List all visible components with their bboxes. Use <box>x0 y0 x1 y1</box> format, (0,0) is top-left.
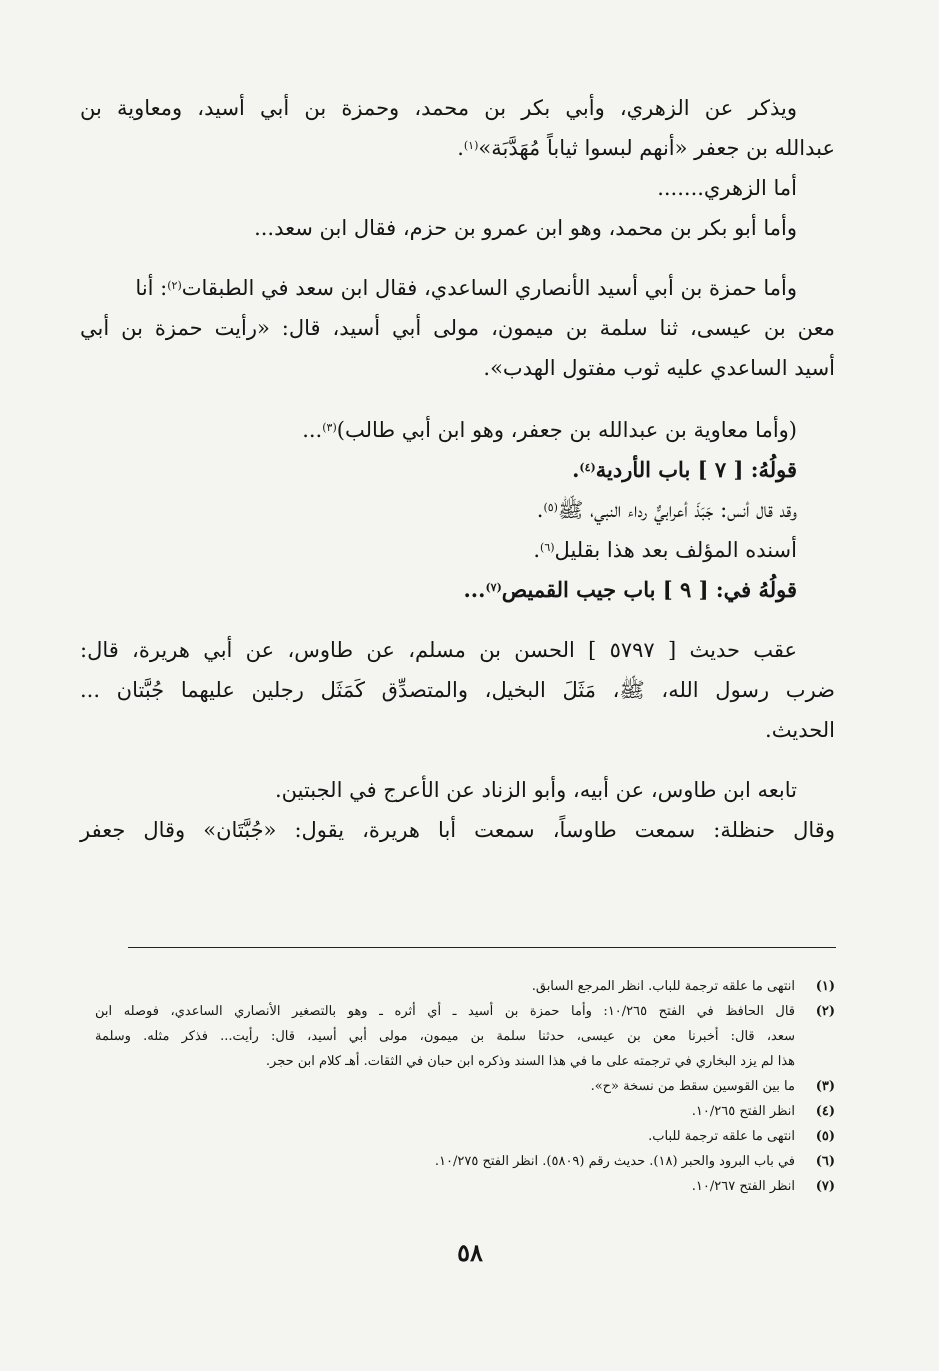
line-text: قولُهُ في: [ ٩ ] باب جيب القميص <box>501 577 797 602</box>
footnote-text: في باب البرود والحبر (١٨). حديث رقم (٥٨٠٩). انظر الفتح ١٠/٢٧٥. <box>434 1154 795 1169</box>
line-text: ... <box>463 577 486 602</box>
paragraph-line: عبدالله بن جعفر «أنهم لبسوا ثياباً مُهَدَّبَة»$^{(١)}$. <box>457 136 835 160</box>
footnote-ref: (١) <box>463 139 479 152</box>
paragraph-line: أما الزهري....... <box>657 176 797 200</box>
footnote-number: (٣) <box>815 1079 835 1094</box>
paragraph-line: أسيد الساعدي عليه ثوب مفتول الهدب». <box>483 356 835 380</box>
footnote-line: سعد، قال: أخبرنا معن بن عيسى، حدثنا سلمة بن ميمون، مولى أبي أسيد، قال: رأيت... فذكر مثله. وسلمة <box>95 1029 795 1044</box>
footnote-line: هذا لم يزد البخاري في ترجمته على ما في هذا السند وذكره ابن حبان في الثقات. أهـ كلام ابن حجر. <box>265 1054 795 1069</box>
footnote-number: (٢) <box>815 1004 835 1019</box>
footnote-ref: (٧) <box>485 581 502 594</box>
paragraph-line: أسنده المؤلف بعد هذا بقليل$^{(٦)}$. <box>533 538 797 562</box>
footnote-number: (١) <box>815 979 835 994</box>
footnote-text <box>95 999 795 1074</box>
footnote-item <box>95 1124 835 1149</box>
footnote-line: قال الحافظ في الفتح ١٠/٢٦٥: وأما حمزة بن أسيد ـ أي أثره ـ وهو بالتصغير الأنصاري الساعدي، فوصله ابن <box>95 1004 795 1019</box>
line-text: أسنده المؤلف بعد هذا بقليل <box>554 538 797 562</box>
footnote-item <box>95 999 835 1074</box>
line-text: ... <box>302 418 323 442</box>
chapter-heading: قولُهُ: [ ٧ ] باب الأردية$^{(٤)}$. <box>572 457 797 482</box>
footnote-text: انتهى ما علقه ترجمة للباب. انظر المرجع السابق. <box>531 979 795 994</box>
footnote-number: (٥) <box>815 1129 835 1144</box>
chapter-heading <box>80 570 835 610</box>
paragraph-line: ويذكر عن الزهري، وأبي بكر بن محمد، وحمزة بن أبي أسيد، ومعاوية بن <box>80 96 797 120</box>
line-text: (وأما معاوية بن عبدالله بن جعفر، وهو ابن أبي طالب) <box>336 418 797 442</box>
footnote-item <box>95 1099 835 1124</box>
footnote-ref: (٥) <box>543 501 558 514</box>
line-text: قولُهُ: [ ٧ ] باب الأردية <box>595 457 797 482</box>
footnote-item <box>95 1074 835 1099</box>
paragraph-line: معن بن عيسى، ثنا سلمة بن ميمون، مولى أبي أسيد، قال: «رأيت حمزة بن أبي <box>80 316 835 340</box>
footnote-item <box>95 1174 835 1199</box>
footnote-text: انتهى ما علقه ترجمة للباب. <box>648 1129 795 1144</box>
footnote-item <box>95 974 835 999</box>
paragraph-line: ضرب رسول الله، ﷺ، مَثَلَ البخيل، والمتصدِّق كَمَثَل رجلين عليهما جُبَّتان ... <box>80 678 835 702</box>
footnote-text: انظر الفتح ١٠/٢٦٥. <box>691 1104 795 1119</box>
paragraph-line: وأما أبو بكر بن محمد، وهو ابن عمرو بن حزم، فقال ابن سعد... <box>254 216 797 240</box>
footnote-text: انظر الفتح ١٠/٢٦٧. <box>691 1179 795 1194</box>
footnote-separator <box>128 947 836 948</box>
paragraph-line <box>80 268 835 308</box>
line-text: وأما حمزة بن أبي أسيد الأنصاري الساعدي، فقال ابن سعد في الطبقات <box>181 276 797 300</box>
footnote-text: ما بين القوسين سقط من نسخة «ح». <box>590 1079 795 1094</box>
line-text: وقد قال أنس: جَبَذَ أعرابيٌّ رداء النبي، ﷺ <box>557 498 797 522</box>
page-number: ٥٨ <box>457 1238 483 1267</box>
paragraph-line: عقب حديث [ ٥٧٩٧ ] الحسن بن مسلم، عن طاوس، عن أبي هريرة، قال: <box>80 638 798 662</box>
line-text: عبدالله بن جعفر «أنهم لبسوا ثياباً مُهَدَّبَة» <box>478 136 835 160</box>
footnote-item <box>95 1149 835 1174</box>
paragraph-line: تابعه ابن طاوس، عن أبيه، وأبو الزناد عن الأعرج في الجبتين. <box>274 778 797 802</box>
paragraph-line: وقد قال أنس: جَبَذَ أعرابيٌّ رداء النبي، ﷺ$^{(٥)}$. <box>536 498 797 522</box>
paragraph-line: الحديث. <box>765 718 835 742</box>
footnote-ref: (٢) <box>167 279 182 292</box>
footnote-number: (٧) <box>815 1179 835 1194</box>
paragraph-line: وقال حنظلة: سمعت طاوساً، سمعت أبا هريرة، يقول: «جُبَّتَان» وقال جعفر <box>80 818 835 842</box>
footnote-ref: (٦) <box>540 541 555 554</box>
paragraph-line <box>80 410 835 450</box>
footnote-number: (٤) <box>815 1104 835 1119</box>
footnotes <box>95 974 835 1199</box>
line-text: : أنا <box>135 276 168 300</box>
footnote-ref: (٣) <box>322 421 337 434</box>
footnote-ref: (٤) <box>579 461 596 474</box>
footnote-number: (٦) <box>815 1154 835 1169</box>
main-text <box>80 88 835 850</box>
